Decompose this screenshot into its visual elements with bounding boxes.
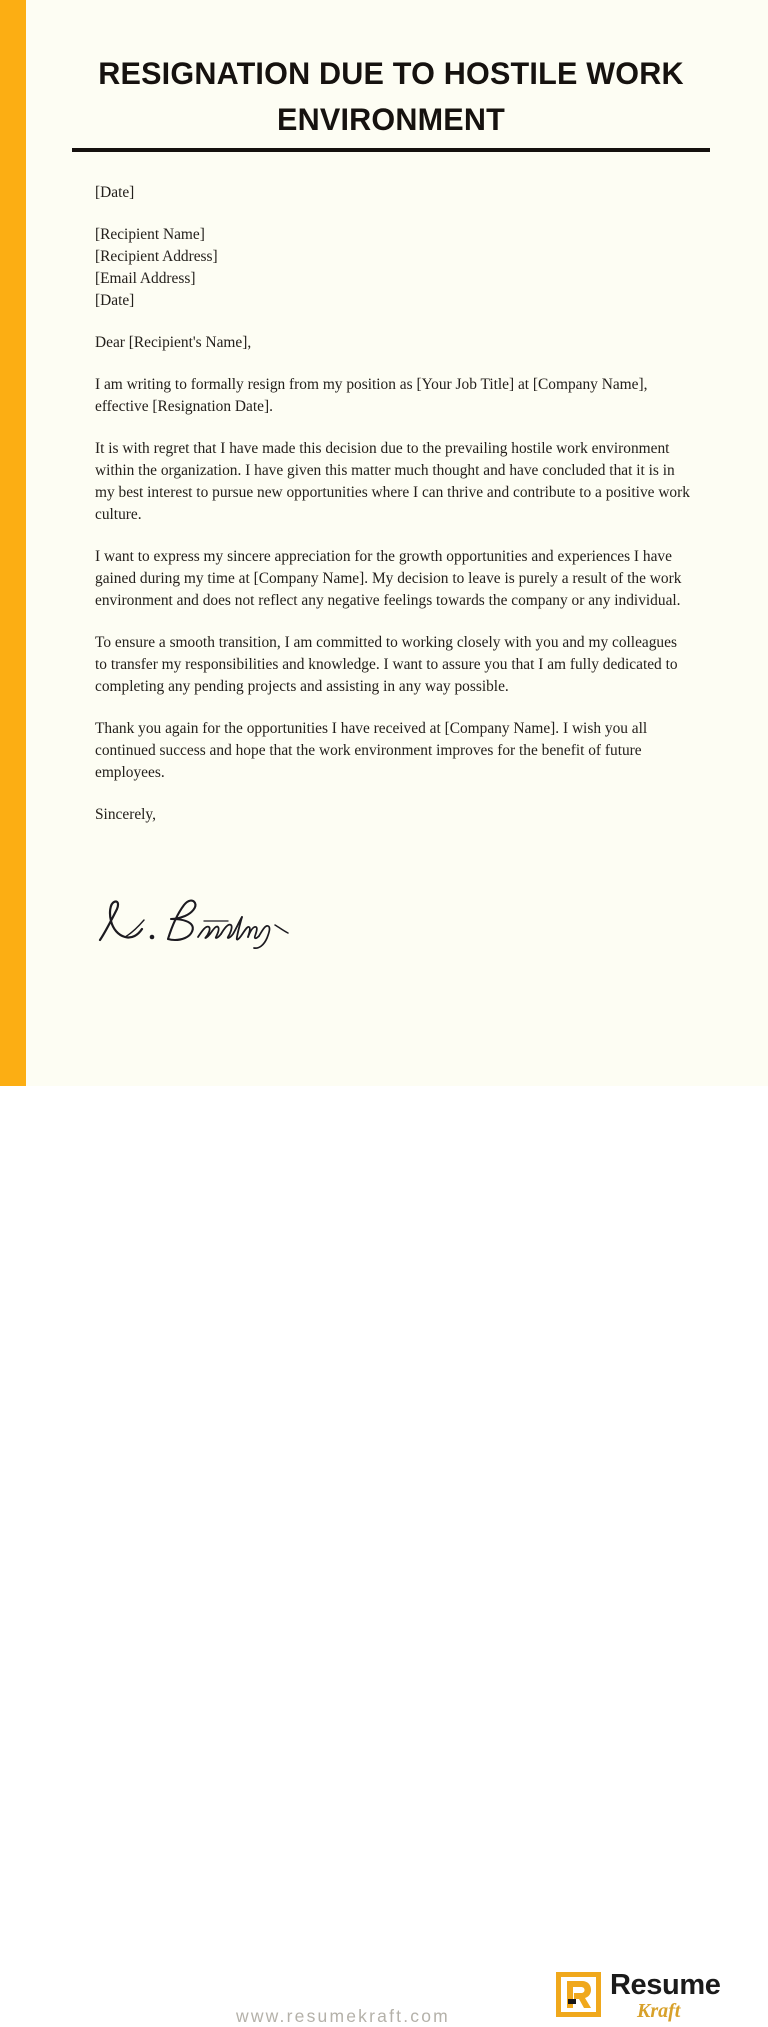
closing-line: Sincerely,	[95, 806, 156, 823]
title-divider	[72, 148, 710, 152]
website-url[interactable]: www.resumekraft.com	[236, 2006, 450, 2026]
recipient-address: [Recipient Address]	[95, 248, 218, 265]
salutation: Dear [Recipient's Name],	[95, 334, 252, 351]
body-paragraph-2: It is with regret that I have made this decision due to the prevailing hostile work environment within the organization. I have given this matter much thought and have concluded that it is in my best interest to pursue new opportunities where I can thrive and contribute to a positive work culture.	[95, 440, 690, 523]
body-paragraph-5: Thank you again for the opportunities I have received at [Company Name]. I wish you all continued success and hope that the work environment improves for the benefit of future employees.	[95, 720, 648, 781]
logo-wordmark	[610, 1970, 720, 2022]
logo-r-icon	[556, 1972, 601, 2017]
accent-sidebar	[0, 0, 26, 1086]
page-title: RESIGNATION DUE TO HOSTILE WORK ENVIRONMENT	[98, 55, 684, 137]
letter-body	[95, 182, 691, 826]
body-paragraph-3: I want to express my sincere appreciation for the growth opportunities and experiences I have gained during my time at [Company Name]. My decision to leave is purely a result of the work environment and does not reflect any negative feelings towards the company or any individual.	[95, 548, 682, 609]
body-paragraph-4: To ensure a smooth transition, I am committed to working closely with you and my colleagues to transfer my responsibilities and knowledge. I want to assure you that I am fully dedicated to completing any pending projects and assisting in any way possible.	[95, 634, 678, 695]
body-paragraph-1: I am writing to formally resign from my position as [Your Job Title] at [Company Name], effective [Resignation Date].	[95, 376, 648, 415]
page-footer	[0, 980, 768, 2026]
signature-image	[92, 893, 292, 953]
resumekraft-logo	[556, 1969, 721, 2024]
recipient-block	[95, 224, 691, 312]
recipient-email: [Email Address]	[95, 270, 196, 287]
logo-primary-word: Resume	[610, 1969, 721, 2001]
logo-secondary-word: Kraft	[637, 2000, 681, 2022]
document-header	[46, 0, 730, 142]
date-line: [Date]	[95, 184, 135, 201]
recipient-date: [Date]	[95, 292, 135, 309]
recipient-name: [Recipient Name]	[95, 226, 205, 243]
